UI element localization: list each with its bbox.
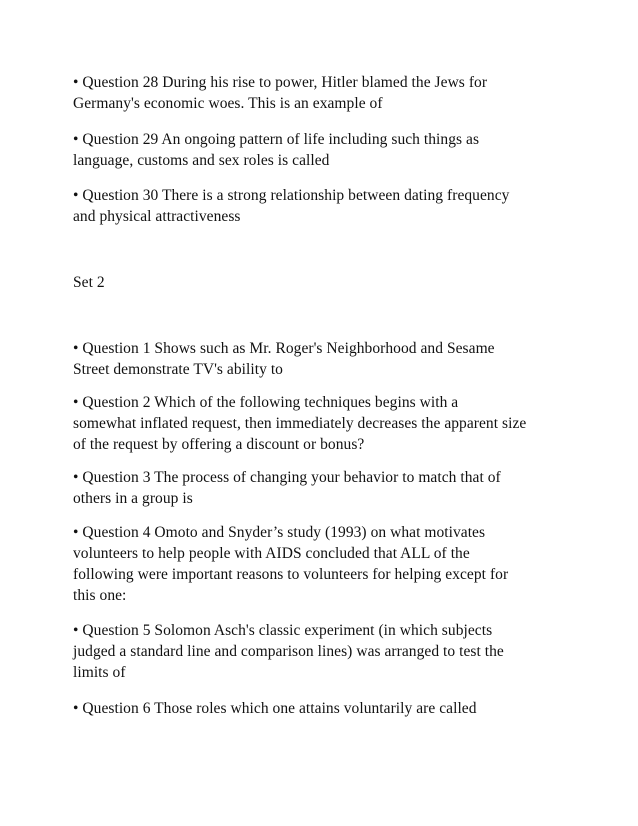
question-30-line-2: and physical attractiveness: [73, 208, 241, 225]
question-30: [73, 185, 573, 227]
question-29-line-2: language, customs and sex roles is called: [73, 152, 330, 169]
set2-question-4-line-3: following were important reasons to volunteers for helping except for: [73, 566, 509, 583]
set2-question-3-line-1: • Question 3 The process of changing your behavior to match that of: [73, 469, 501, 486]
set2-question-2-line-3: of the request by offering a discount or bonus?: [73, 436, 365, 453]
question-30-line-1: • Question 30 There is a strong relationship between dating frequency: [73, 187, 510, 204]
question-29: [73, 129, 573, 171]
set2-question-6-line-1: • Question 6 Those roles which one attains voluntarily are called: [73, 700, 477, 717]
set2-question-1: [73, 338, 573, 380]
question-28-line-2: Germany's economic woes. This is an example of: [73, 95, 383, 112]
set2-question-2-line-1: • Question 2 Which of the following techniques begins with a: [73, 394, 459, 411]
set-heading-text: Set 2: [73, 274, 105, 291]
set2-question-5-line-3: limits of: [73, 664, 126, 681]
set2-question-3: [73, 467, 573, 509]
set2-question-2-line-2: somewhat inflated request, then immediately decreases the apparent size: [73, 415, 527, 432]
set2-question-2: [73, 392, 573, 455]
set2-question-5-line-2: judged a standard line and comparison lines) was arranged to test the: [73, 643, 504, 660]
question-28: [73, 72, 573, 114]
set2-question-6: [73, 698, 573, 719]
set2-question-5-line-1: • Question 5 Solomon Asch's classic experiment (in which subjects: [73, 622, 493, 639]
set2-question-4-line-4: this one:: [73, 587, 127, 604]
question-28-line-1: • Question 28 During his rise to power, Hitler blamed the Jews for: [73, 74, 488, 91]
set2-question-4: [73, 522, 573, 606]
set2-question-1-line-2: Street demonstrate TV's ability to: [73, 361, 283, 378]
question-29-line-1: • Question 29 An ongoing pattern of life including such things as: [73, 131, 480, 148]
set2-question-5: [73, 620, 573, 683]
set-heading: [73, 272, 573, 293]
set2-question-4-line-2: volunteers to help people with AIDS concluded that ALL of the: [73, 545, 470, 562]
set2-question-3-line-2: others in a group is: [73, 490, 193, 507]
set2-question-1-line-1: • Question 1 Shows such as Mr. Roger's Neighborhood and Sesame: [73, 340, 495, 357]
set2-question-4-line-1: • Question 4 Omoto and Snyder’s study (1993) on what motivates: [73, 524, 486, 541]
